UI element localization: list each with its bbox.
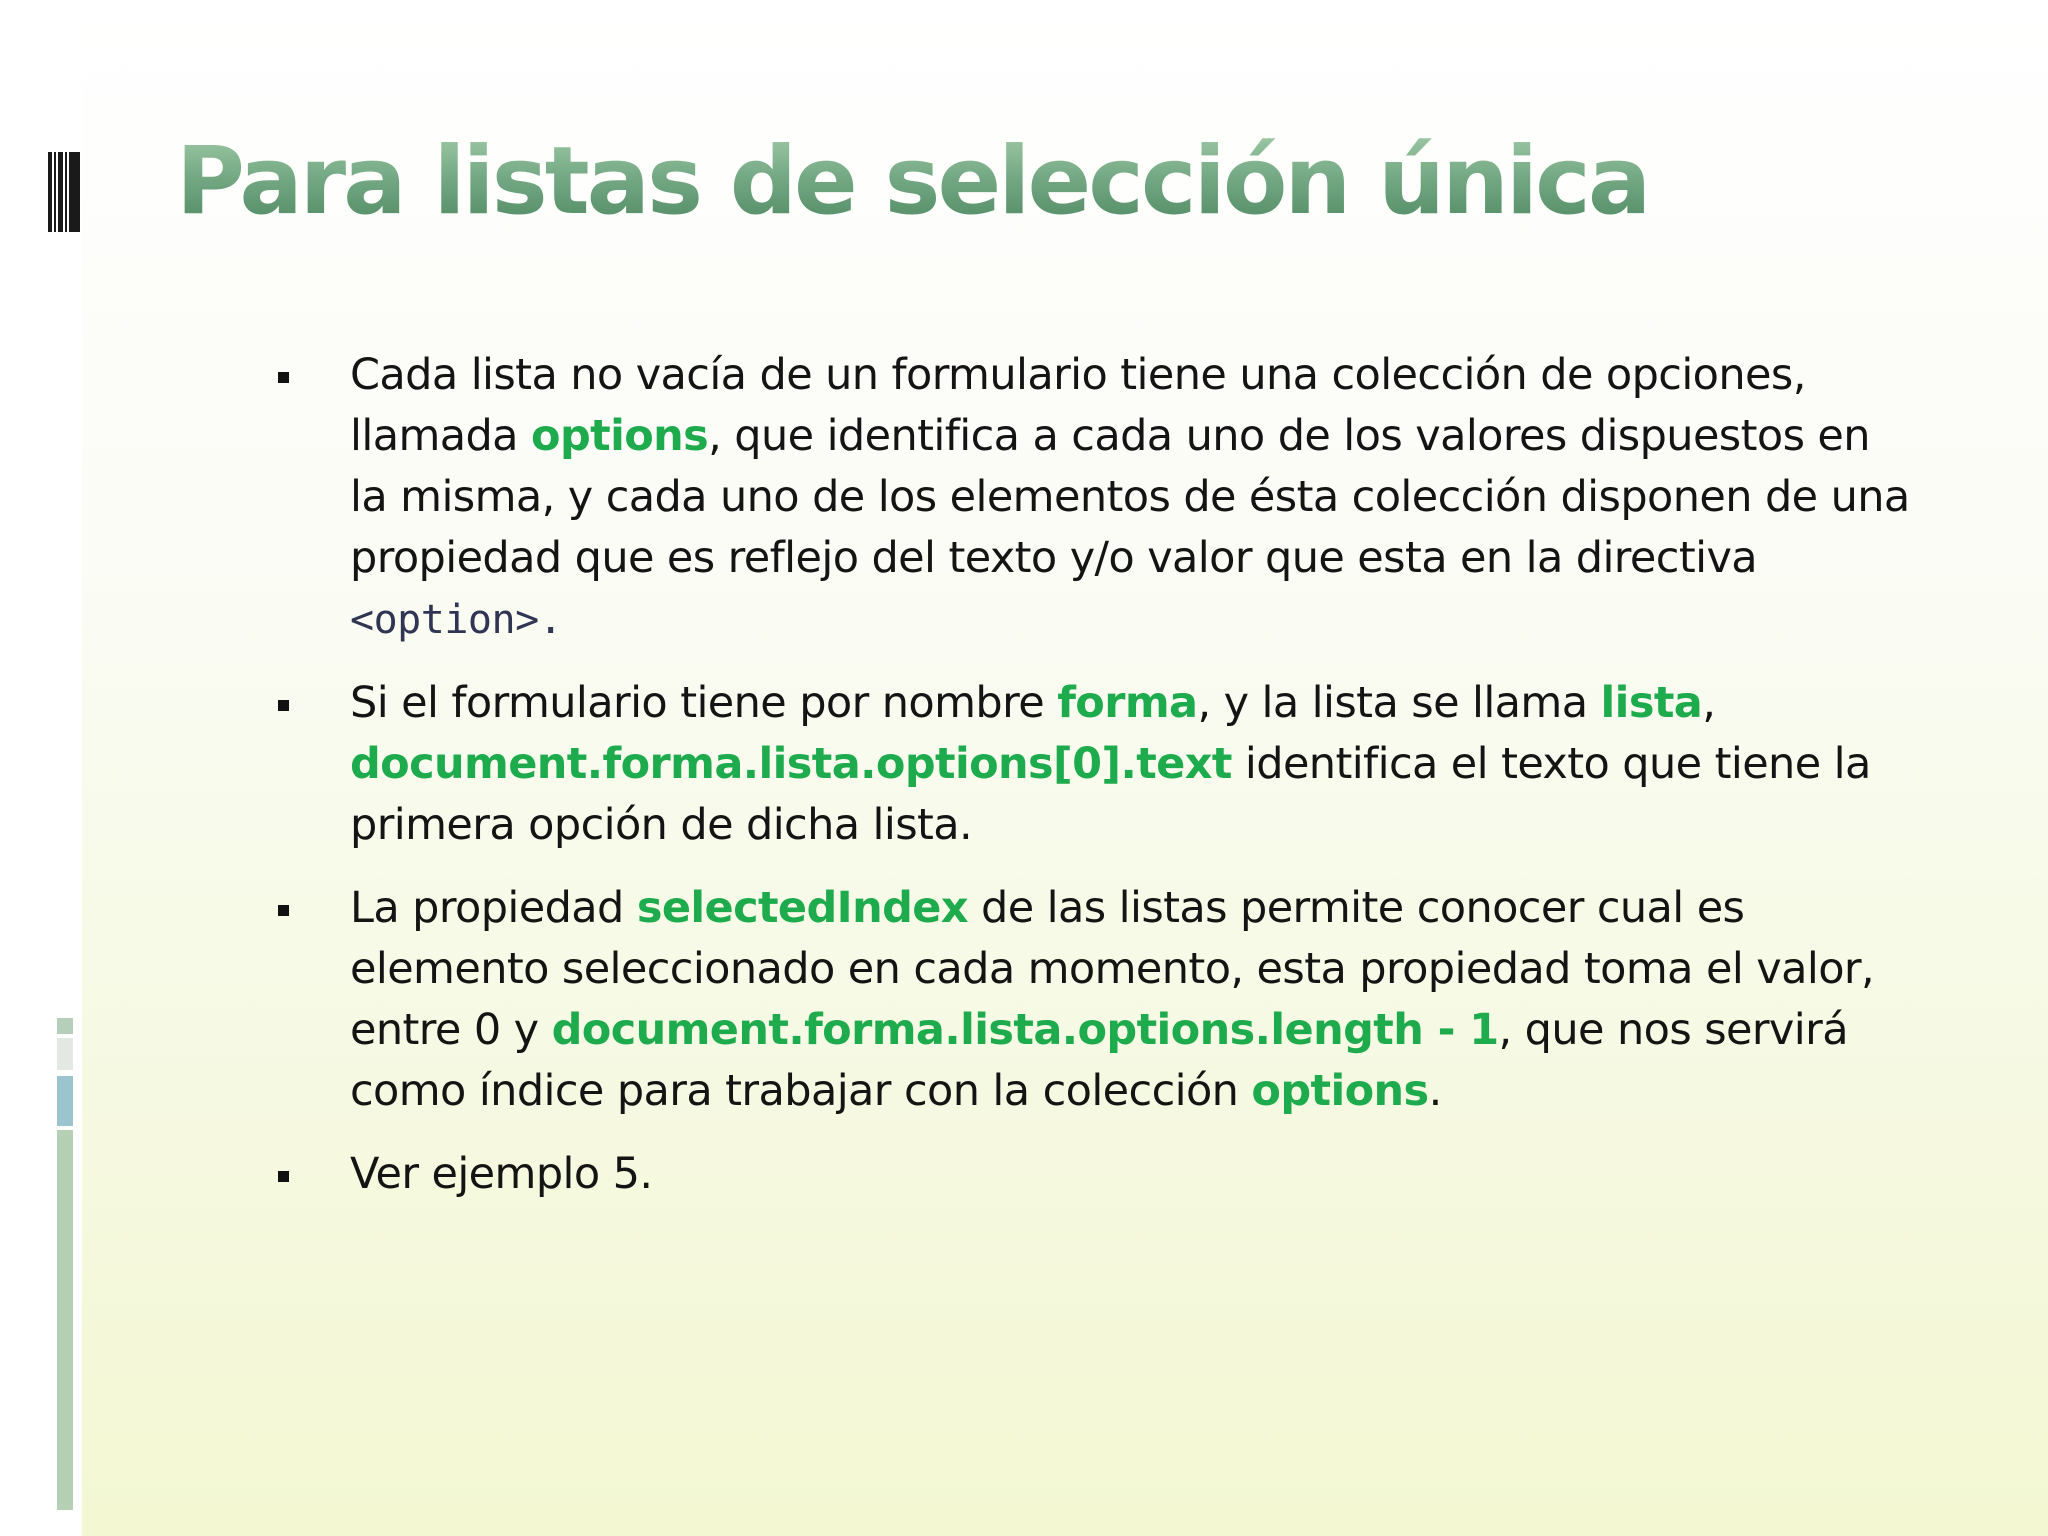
text-run: , — [1702, 678, 1716, 728]
text-run: de las listas permite conocer cual es elemento seleccionado en cada momento, esta propiedad toma el valor, entre 0 y — [350, 883, 1875, 1055]
highlighted-term: lista — [1600, 678, 1703, 728]
text-run: . — [1428, 1066, 1442, 1116]
text-run: Ver ejemplo 5. — [350, 1149, 653, 1199]
bullet-text — [350, 883, 1874, 1116]
text-run: identifica el texto que tiene la primera opción de dicha lista. — [350, 739, 1871, 850]
bullet-text — [350, 678, 1871, 850]
text-run: Si el formulario tiene por nombre — [350, 678, 1058, 728]
square-bullet-icon — [278, 905, 289, 916]
bullet-item — [270, 878, 1910, 1122]
text-run: Cada lista no vacía de un formulario tiene una colección de opciones, llamada — [350, 350, 1806, 461]
highlighted-term: forma — [1057, 678, 1198, 728]
highlighted-term: document.forma.lista.options.length - 1 — [551, 1005, 1499, 1055]
title-bars-decoration — [48, 152, 80, 232]
highlighted-term: options — [1251, 1066, 1429, 1116]
text-run: , que nos servirá como índice para trabajar con la colección — [350, 1005, 1848, 1116]
text-run: La propiedad — [350, 883, 637, 933]
slide-title: Para listas de selección única — [176, 127, 1649, 236]
bullet-item — [270, 673, 1910, 856]
highlighted-term: document.forma.lista.options[0].text — [350, 739, 1232, 789]
text-run: , que identifica a cada uno de los valores dispuestos en la misma, y cada uno de los elementos de ésta colección disponen de una propiedad que es reflejo del texto y/o valor que esta en la directiva — [350, 411, 1910, 583]
bullet-item — [270, 1144, 1910, 1205]
bullet-item — [270, 345, 1910, 651]
highlighted-term: selectedIndex — [636, 883, 968, 933]
text-run: , y la lista se llama — [1197, 678, 1601, 728]
square-bullet-icon — [278, 372, 289, 383]
bullet-text — [350, 1149, 652, 1199]
code-term: <option>. — [350, 597, 563, 643]
square-bullet-icon — [278, 700, 289, 711]
square-bullet-icon — [278, 1171, 289, 1182]
bullet-text — [350, 350, 1910, 644]
bullet-list — [270, 345, 1910, 1227]
highlighted-term: options — [531, 411, 709, 461]
